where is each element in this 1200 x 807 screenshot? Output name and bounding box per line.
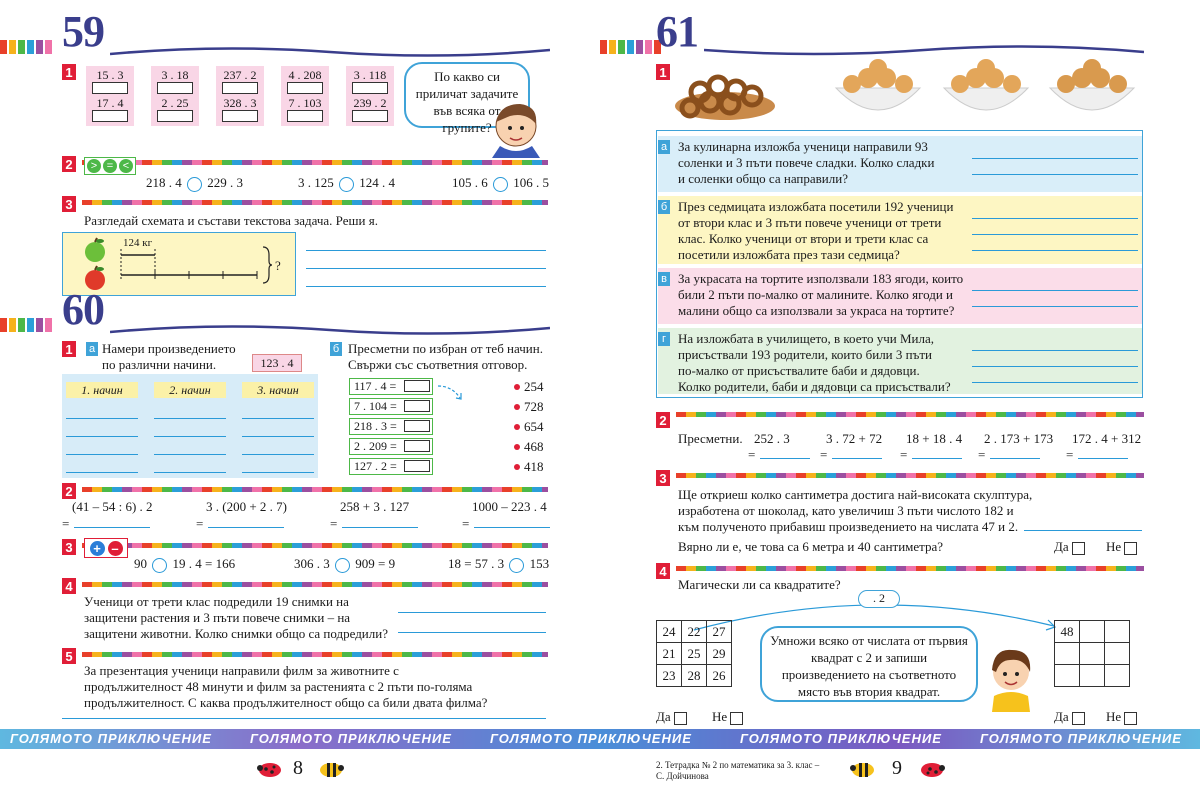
answer-option: 468 bbox=[524, 439, 544, 454]
answer-box[interactable] bbox=[404, 440, 430, 452]
answer-box[interactable] bbox=[404, 380, 430, 392]
grid-cell: 26 bbox=[707, 665, 732, 687]
task-text: Пресметни по избран от теб начин. bbox=[348, 341, 543, 356]
methods-area bbox=[62, 374, 318, 478]
sub-label: в bbox=[658, 272, 670, 286]
answer-box[interactable] bbox=[92, 110, 128, 122]
less-icon: < bbox=[119, 159, 133, 173]
question-mark: ? bbox=[275, 258, 281, 273]
problem-text: През седмицата изложбата посетили 192 ученици bbox=[678, 199, 954, 214]
footer-banner-text: ГОЛЯМОТО ПРИКЛЮЧЕНИЕ bbox=[740, 731, 942, 746]
answer-line[interactable] bbox=[972, 290, 1138, 291]
method-column bbox=[62, 378, 142, 474]
equals-sign: = bbox=[330, 516, 338, 531]
boy-character-icon bbox=[480, 96, 550, 158]
answer-line[interactable] bbox=[74, 527, 150, 528]
page-number: 9 bbox=[892, 757, 902, 779]
sub-label: б bbox=[330, 342, 342, 356]
answer-line[interactable] bbox=[154, 454, 226, 455]
answer-circle[interactable] bbox=[152, 558, 167, 573]
ladybug-icon bbox=[920, 760, 946, 778]
lesson-number-61: 61 bbox=[656, 7, 698, 56]
task-number: 1 bbox=[62, 64, 76, 80]
problem-text: били 2 пъти по-малко от малините. Колко ягоди и bbox=[678, 287, 954, 302]
pretzels-image bbox=[670, 62, 780, 126]
grid-cell: 48 bbox=[1055, 621, 1080, 643]
answer-line[interactable] bbox=[306, 250, 546, 251]
calc-expression: 1000 – 223 . 4 bbox=[472, 499, 547, 514]
problem-text: присъствали 193 родители, които били 3 пъти bbox=[678, 347, 932, 362]
answer-line[interactable] bbox=[154, 418, 226, 419]
separator bbox=[82, 487, 548, 492]
grid-cell: 22 bbox=[682, 621, 707, 643]
separator bbox=[82, 652, 548, 657]
answer-line[interactable] bbox=[242, 436, 314, 437]
compare-item: 105 . 6 106 . 5 bbox=[452, 175, 549, 190]
problem-text: посетили изложбата през тази седмица? bbox=[678, 247, 900, 262]
answer-line[interactable] bbox=[1078, 458, 1128, 459]
footer-banner-text: ГОЛЯМОТО ПРИКЛЮЧЕНИЕ bbox=[980, 731, 1182, 746]
footer-banner-text: ГОЛЯМОТО ПРИКЛЮЧЕНИЕ bbox=[10, 731, 212, 746]
task-number: 1 bbox=[62, 341, 76, 357]
answer-option: 728 bbox=[524, 399, 544, 414]
expression-bottom: 2 . 25 bbox=[161, 96, 189, 110]
bubble-text: Умножи всяко от числата от първия квадрат с 2 и запиши произведението на съответното място във втория квадрат. bbox=[770, 633, 968, 699]
color-stripes bbox=[0, 40, 52, 54]
task-question: Вярно ли е, че това са 6 метра и 40 сантиметра? bbox=[678, 539, 944, 554]
grid-cell[interactable] bbox=[1080, 665, 1105, 687]
expression-box bbox=[349, 458, 433, 475]
compare-symbols bbox=[84, 157, 136, 175]
answer-box[interactable] bbox=[287, 110, 323, 122]
no-option: Не bbox=[1106, 708, 1137, 725]
answer-box[interactable] bbox=[404, 460, 430, 472]
equals-sign: = bbox=[900, 447, 908, 462]
answer-box[interactable] bbox=[222, 110, 258, 122]
no-checkbox[interactable] bbox=[730, 712, 743, 725]
girl-character-icon bbox=[984, 642, 1038, 712]
expression-top: 4 . 208 bbox=[288, 68, 322, 82]
yes-checkbox[interactable] bbox=[1072, 542, 1085, 555]
problem-text: малини общо са използвали за украса на тортите? bbox=[678, 303, 955, 318]
task-text: Ученици от трети клас подредили 19 снимки на bbox=[84, 594, 349, 609]
grid-cell: 21 bbox=[657, 643, 682, 665]
expression-text: 127 . 2 = bbox=[354, 459, 397, 473]
task-text: Ще откриеш колко сантиметра достига най-високата скулптура, bbox=[678, 487, 1033, 502]
grid-cell: 29 bbox=[707, 643, 732, 665]
calc-expression: 3 . 72 + 72 bbox=[826, 431, 883, 446]
task-number: 4 bbox=[656, 563, 670, 579]
answer-line[interactable] bbox=[342, 527, 418, 528]
expression-pair-box bbox=[216, 66, 264, 126]
task-text: към полученото прибавиш произведението на числата 47 и 2. bbox=[678, 519, 1019, 534]
separator bbox=[676, 412, 1144, 417]
no-option: Не bbox=[1106, 538, 1137, 555]
task-text: Разгледай схемата и състави текстова задача. Реши я. bbox=[84, 213, 378, 228]
product-box: 123 . 4 bbox=[252, 354, 302, 372]
sign-item: 90 19 . 4 = 166 bbox=[134, 556, 236, 571]
yes-option: Да bbox=[1054, 538, 1085, 555]
calc-expression: 258 + 3 . 127 bbox=[340, 499, 410, 514]
sub-label: г bbox=[658, 332, 670, 346]
answer-line[interactable] bbox=[154, 472, 226, 473]
answer-line[interactable] bbox=[972, 218, 1138, 219]
answer-box[interactable] bbox=[352, 110, 388, 122]
answer-line[interactable] bbox=[912, 458, 962, 459]
answer-line[interactable] bbox=[66, 472, 138, 473]
task-text: За презентация ученици направили филм за животните с bbox=[84, 663, 399, 678]
expression-bottom: 239 . 2 bbox=[353, 96, 387, 110]
calc-expression: 18 + 18 . 4 bbox=[906, 431, 963, 446]
compare-item: 218 . 4 229 . 3 bbox=[146, 175, 243, 190]
expression-text: 2 . 209 = bbox=[354, 439, 397, 453]
answer-line[interactable] bbox=[62, 718, 546, 719]
answer-line[interactable] bbox=[242, 472, 314, 473]
brace-icon bbox=[261, 245, 273, 285]
answer-line[interactable] bbox=[242, 454, 314, 455]
method-column bbox=[238, 378, 318, 474]
method-header: 2. начин bbox=[154, 382, 226, 398]
separator bbox=[676, 566, 1144, 571]
expression-box bbox=[349, 438, 433, 455]
plus-icon: + bbox=[90, 541, 105, 556]
answer-line[interactable] bbox=[972, 306, 1138, 307]
lesson-number-60: 60 bbox=[62, 285, 104, 334]
header-wave bbox=[110, 44, 550, 58]
equals-sign: = bbox=[462, 516, 470, 531]
task-text: Намери произведението bbox=[102, 341, 236, 356]
answer-circle[interactable] bbox=[493, 177, 508, 192]
task-number: 3 bbox=[62, 196, 76, 212]
task-number: 5 bbox=[62, 648, 76, 664]
problem-text: клас. Колко ученици от втори и трети клас са bbox=[678, 231, 929, 246]
magic-square-2 bbox=[1054, 620, 1130, 687]
grid-row bbox=[657, 643, 732, 665]
answer-option: 254 bbox=[524, 379, 544, 394]
answer-line[interactable] bbox=[760, 458, 810, 459]
bee-icon bbox=[318, 760, 344, 778]
answer-option: 654 bbox=[524, 419, 544, 434]
grid-cell[interactable] bbox=[1105, 643, 1130, 665]
answer-box[interactable] bbox=[404, 420, 430, 432]
answer-box[interactable] bbox=[157, 82, 193, 94]
answer-line[interactable] bbox=[1024, 530, 1142, 531]
task-number: 3 bbox=[656, 470, 670, 486]
right-page bbox=[600, 0, 1200, 807]
dashed-arrow-icon bbox=[436, 382, 466, 402]
grid-row bbox=[1055, 621, 1130, 643]
expression-bottom: 17 . 4 bbox=[96, 96, 124, 110]
problem-text: Колко родители, баби и дядовци са присъствали? bbox=[678, 379, 951, 394]
expression-box bbox=[349, 378, 433, 395]
yes-checkbox[interactable] bbox=[674, 712, 687, 725]
no-checkbox[interactable] bbox=[1124, 542, 1137, 555]
answer-circle[interactable] bbox=[509, 558, 524, 573]
problem-text: На изложбата в училището, в което учи Мила, bbox=[678, 331, 935, 346]
problem-text: За кулинарна изложба ученици направили 93 bbox=[678, 139, 928, 154]
grid-cell[interactable] bbox=[1080, 621, 1105, 643]
method-header: 3. начин bbox=[242, 382, 314, 398]
answer-line[interactable] bbox=[154, 436, 226, 437]
grid-cell[interactable] bbox=[1080, 643, 1105, 665]
task-number: 2 bbox=[62, 483, 76, 499]
answer-box[interactable] bbox=[352, 82, 388, 94]
magic-square-1 bbox=[656, 620, 732, 687]
task-text: продължителност 48 минути и филм за растенията с 2 пъти по-голяма bbox=[84, 679, 473, 694]
task-label: Пресметни. bbox=[678, 431, 743, 446]
expression-top: 15 . 3 bbox=[96, 68, 124, 82]
cookie-bowl-image bbox=[832, 58, 924, 126]
equals-sign: = bbox=[1066, 447, 1074, 462]
equals-sign: = bbox=[820, 447, 828, 462]
segment-diagram bbox=[115, 245, 265, 285]
header-wave bbox=[704, 44, 1144, 58]
grid-cell[interactable] bbox=[1055, 665, 1080, 687]
ladybug-icon bbox=[256, 760, 282, 778]
task-text: защитени животни. Колко снимки общо са подредили? bbox=[84, 626, 388, 641]
task-number: 3 bbox=[62, 539, 76, 555]
separator bbox=[82, 200, 548, 205]
calc-expression: 2 . 173 + 173 bbox=[984, 431, 1054, 446]
task-text: Свържи със съответния отговор. bbox=[348, 357, 528, 372]
grid-cell: 27 bbox=[707, 621, 732, 643]
answer-circle[interactable] bbox=[187, 177, 202, 192]
answer-line[interactable] bbox=[66, 454, 138, 455]
equals-sign: = bbox=[196, 516, 204, 531]
sign-item: 18 = 57 . 3 153 bbox=[448, 556, 550, 571]
answer-line[interactable] bbox=[972, 366, 1138, 367]
grid-cell: 25 bbox=[682, 643, 707, 665]
expression-bottom: 328 . 3 bbox=[223, 96, 257, 110]
task-text: продължителност. С каква продължителност общо са били двата филма? bbox=[84, 695, 488, 710]
task-number: 2 bbox=[656, 412, 670, 428]
method-column bbox=[150, 378, 230, 474]
calc-expression: (41 – 54 : 6) . 2 bbox=[72, 499, 153, 514]
grid-cell: 28 bbox=[682, 665, 707, 687]
separator bbox=[82, 582, 548, 587]
color-stripes bbox=[0, 318, 52, 332]
calc-expression: 3 . (200 + 2 . 7) bbox=[206, 499, 287, 514]
answer-box[interactable] bbox=[222, 82, 258, 94]
speech-bubble bbox=[760, 626, 978, 702]
expression-text: 117 . 4 = bbox=[354, 379, 397, 393]
expression-pair-box bbox=[346, 66, 394, 126]
no-checkbox[interactable] bbox=[1124, 712, 1137, 725]
answer-line[interactable] bbox=[972, 158, 1138, 159]
cookie-bowl-image bbox=[940, 58, 1032, 126]
expression-top: 3 . 18 bbox=[161, 68, 189, 82]
connect-dot[interactable] bbox=[514, 464, 520, 470]
answer-box[interactable] bbox=[404, 400, 430, 412]
expression-bottom: 7 . 103 bbox=[288, 96, 322, 110]
answer-line[interactable] bbox=[972, 382, 1138, 383]
header-wave bbox=[110, 322, 550, 336]
expression-box bbox=[349, 398, 433, 415]
grid-cell[interactable] bbox=[1105, 621, 1130, 643]
equal-icon: = bbox=[103, 159, 117, 173]
operator-badge: . 2 bbox=[858, 590, 900, 608]
yes-option: Да bbox=[656, 708, 687, 725]
answer-line[interactable] bbox=[208, 527, 284, 528]
green-apple-icon bbox=[81, 237, 109, 263]
expression-text: 7 . 104 = bbox=[354, 399, 397, 413]
task-text: по различни начини. bbox=[102, 357, 217, 372]
task-text: защитени растения и 3 пъти повече снимки – на bbox=[84, 610, 351, 625]
problem-text: соленки и 3 пъти повече сладки. Колко сладки bbox=[678, 155, 935, 170]
cookie-bowl-image bbox=[1046, 58, 1138, 126]
answer-box[interactable] bbox=[287, 82, 323, 94]
equals-sign: = bbox=[978, 447, 986, 462]
answer-line[interactable] bbox=[66, 418, 138, 419]
answer-line[interactable] bbox=[474, 527, 550, 528]
expression-pair-box bbox=[281, 66, 329, 126]
grid-row bbox=[657, 665, 732, 687]
footer-banner-text: ГОЛЯМОТО ПРИКЛЮЧЕНИЕ bbox=[250, 731, 452, 746]
answer-box[interactable] bbox=[157, 110, 193, 122]
answer-circle[interactable] bbox=[335, 558, 350, 573]
task-number: 1 bbox=[656, 64, 670, 80]
yes-option: Да bbox=[1054, 708, 1085, 725]
sign-item: 306 . 3 909 = 9 bbox=[294, 556, 396, 571]
sub-label: а bbox=[658, 140, 670, 154]
yes-checkbox[interactable] bbox=[1072, 712, 1085, 725]
connect-dot[interactable] bbox=[514, 404, 520, 410]
connect-dot[interactable] bbox=[514, 424, 520, 430]
segment-label: 124 кг bbox=[123, 237, 153, 249]
answer-line[interactable] bbox=[832, 458, 882, 459]
problem-text: по-малко от присъствалите баби и дядовци. bbox=[678, 363, 920, 378]
expression-top: 237 . 2 bbox=[223, 68, 257, 82]
page-number: 8 bbox=[293, 757, 303, 779]
answer-line[interactable] bbox=[306, 286, 546, 287]
method-header: 1. начин bbox=[66, 382, 138, 398]
separator bbox=[82, 543, 548, 548]
color-stripes bbox=[600, 40, 661, 54]
answer-option: 418 bbox=[524, 459, 544, 474]
signs-box bbox=[84, 538, 128, 558]
answer-line[interactable] bbox=[242, 418, 314, 419]
grid-cell[interactable] bbox=[1055, 643, 1080, 665]
problem-text: За украсата на тортите използвали 183 ягоди, които bbox=[678, 271, 964, 286]
expression-pair-box bbox=[151, 66, 199, 126]
credit-line: С. Дойчинова bbox=[656, 771, 709, 781]
expression-top: 3 . 118 bbox=[353, 68, 387, 82]
sub-label: а bbox=[86, 342, 98, 356]
greater-icon: > bbox=[87, 159, 101, 173]
answer-line[interactable] bbox=[972, 174, 1138, 175]
task-question: Магически ли са квадратите? bbox=[678, 577, 841, 592]
task-number: 4 bbox=[62, 578, 76, 594]
answer-line[interactable] bbox=[972, 250, 1138, 251]
grid-cell[interactable] bbox=[1105, 665, 1130, 687]
equals-sign: = bbox=[62, 516, 70, 531]
minus-icon: – bbox=[108, 541, 123, 556]
credit-line: 2. Тетрадка № 2 по математика за 3. клас – bbox=[656, 760, 820, 770]
grid-row bbox=[1055, 665, 1130, 687]
no-option: Не bbox=[712, 708, 743, 725]
answer-line[interactable] bbox=[398, 632, 546, 633]
answer-line[interactable] bbox=[972, 350, 1138, 351]
connect-dot[interactable] bbox=[514, 384, 520, 390]
expression-box bbox=[349, 418, 433, 435]
compare-item: 3 . 125 124 . 4 bbox=[298, 175, 395, 190]
lesson-number-59: 59 bbox=[62, 7, 104, 56]
problem-text: и соленки общо са направили? bbox=[678, 171, 848, 186]
grid-row bbox=[657, 621, 732, 643]
answer-circle[interactable] bbox=[339, 177, 354, 192]
sub-label: б bbox=[658, 200, 670, 214]
calc-expression: 252 . 3 bbox=[754, 431, 790, 446]
expression-pair-box bbox=[86, 66, 134, 126]
separator bbox=[82, 160, 548, 165]
equals-sign: = bbox=[748, 447, 756, 462]
separator bbox=[676, 473, 1144, 478]
bubble-text: По какво си приличат задачите във всяка от групите? bbox=[415, 69, 519, 135]
answer-box[interactable] bbox=[92, 82, 128, 94]
task-text: изработена от шоколад, като увеличиш 3 пъти числото 182 и bbox=[678, 503, 1014, 518]
task-number: 2 bbox=[62, 156, 76, 172]
footer-banner-text: ГОЛЯМОТО ПРИКЛЮЧЕНИЕ bbox=[490, 731, 692, 746]
calc-expression: 172 . 4 + 312 bbox=[1072, 431, 1142, 446]
grid-cell: 24 bbox=[657, 621, 682, 643]
connect-dot[interactable] bbox=[514, 444, 520, 450]
answer-line[interactable] bbox=[972, 234, 1138, 235]
answer-line[interactable] bbox=[398, 612, 546, 613]
answer-line[interactable] bbox=[66, 436, 138, 437]
grid-row bbox=[1055, 643, 1130, 665]
problem-text: от втори клас и 3 пъти повече ученици от трети bbox=[678, 215, 942, 230]
grid-cell: 23 bbox=[657, 665, 682, 687]
answer-line[interactable] bbox=[306, 268, 546, 269]
expression-text: 218 . 3 = bbox=[354, 419, 397, 433]
bee-icon bbox=[850, 760, 876, 778]
answer-line[interactable] bbox=[990, 458, 1040, 459]
